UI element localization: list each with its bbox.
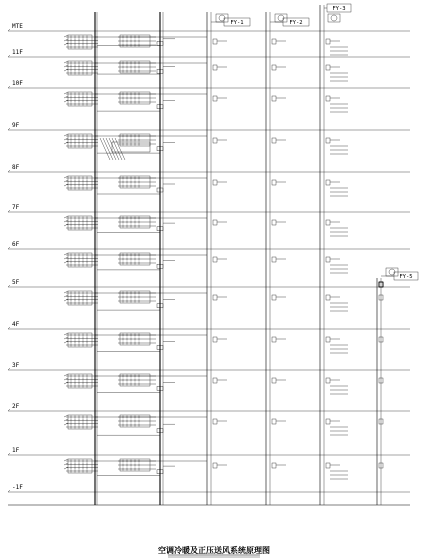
equipment-unit [66, 134, 98, 148]
equipment-unit [118, 176, 156, 188]
floor-tick [8, 453, 10, 455]
hatch-stub [64, 291, 68, 293]
hatch-stub [64, 261, 68, 263]
hatch-stub [64, 92, 68, 94]
floor-tick [8, 368, 10, 370]
damper-box [272, 39, 276, 44]
hatch-stub [64, 467, 68, 469]
hatch-stub [64, 65, 68, 67]
hatch-stub [64, 184, 68, 186]
floor-label: 6F [12, 241, 20, 248]
fan-symbol [331, 15, 337, 21]
hatch-stub [64, 415, 68, 417]
hatch-stub [64, 341, 68, 343]
hatch-stub [64, 419, 68, 421]
hatch-stub [64, 463, 68, 465]
floor-tick [8, 490, 10, 492]
damper-box [326, 96, 330, 101]
equipment-unit [66, 291, 98, 305]
hatch-stub [64, 337, 68, 339]
floor-label: 11F [12, 49, 23, 56]
damper-box [272, 295, 276, 300]
damper-box [272, 419, 276, 424]
hatch-stub [64, 257, 68, 259]
fan-hatch [109, 138, 119, 160]
hatch-stub [64, 253, 68, 255]
damper-box [213, 419, 217, 424]
equipment-unit [118, 134, 156, 146]
equipment-unit [118, 374, 156, 386]
equipment-unit [66, 61, 98, 75]
floor-tick [8, 327, 10, 329]
damper-box [326, 463, 330, 468]
damper-box [213, 138, 217, 143]
damper-box [213, 257, 217, 262]
fan-housing [328, 14, 340, 22]
equipment-unit [66, 176, 98, 190]
damper-box [326, 337, 330, 342]
floor-tick [8, 55, 10, 57]
floor-tick [8, 409, 10, 411]
floor-grid [8, 31, 413, 505]
damper-box [326, 180, 330, 185]
equipment-unit [118, 291, 156, 303]
damper-box [213, 96, 217, 101]
damper-box [272, 257, 276, 262]
floor-labels [8, 23, 23, 492]
equipment-unit [118, 61, 156, 73]
hatch-stub [64, 100, 68, 102]
equipment-unit [66, 35, 98, 49]
equipment-unit [118, 415, 156, 427]
damper-box [326, 220, 330, 225]
hatch-stub [64, 39, 68, 41]
floor-tick [8, 210, 10, 212]
equipment-unit [66, 459, 98, 473]
floor-label: 10F [12, 80, 23, 87]
hatch-stub [64, 333, 68, 335]
hatch-stub [64, 216, 68, 218]
damper-box [326, 138, 330, 143]
damper-box [213, 65, 217, 70]
tag-text: FY-2 [289, 20, 303, 26]
fan-hatch [112, 138, 122, 160]
riser-tags [211, 4, 418, 280]
drawing-title: 空调冷暖及正压送风系统原理图 [158, 546, 270, 555]
damper-box [272, 220, 276, 225]
damper-box [213, 220, 217, 225]
equipment-unit [118, 333, 156, 345]
tag-text: FY-5 [399, 274, 413, 280]
hatch-stub [64, 35, 68, 37]
floor-tick [8, 285, 10, 287]
damper-box [326, 295, 330, 300]
damper-box [272, 337, 276, 342]
equipment-unit [118, 253, 156, 265]
damper-box [272, 378, 276, 383]
floor-tick [8, 247, 10, 249]
equipment-unit [66, 415, 98, 429]
hatch-stub [64, 382, 68, 384]
equipment-unit [66, 374, 98, 388]
damper-box [213, 337, 217, 342]
floor-label: 9F [12, 122, 20, 129]
damper-box [272, 96, 276, 101]
hatch-stub [64, 295, 68, 297]
hatch-stub [64, 61, 68, 63]
floor-label: 3F [12, 362, 20, 369]
equipment-unit [66, 92, 98, 106]
hatch-stub [64, 142, 68, 144]
equipment-unit [118, 92, 156, 104]
floor-label: 4F [12, 321, 20, 328]
hatch-stub [64, 138, 68, 140]
hatch-stub [64, 43, 68, 45]
damper-box [326, 257, 330, 262]
floor-label: MTE [12, 23, 23, 30]
hatch-stub [64, 423, 68, 425]
floor-label: 8F [12, 164, 20, 171]
hatch-stub [64, 374, 68, 376]
floor-tick [8, 128, 10, 130]
floor-label: 5F [12, 279, 20, 286]
tag-text: FY-1 [230, 20, 244, 26]
hatch-stub [64, 180, 68, 182]
damper-box [213, 378, 217, 383]
damper-box [272, 65, 276, 70]
damper-box [272, 463, 276, 468]
hatch-stub [64, 96, 68, 98]
fan-hatch [100, 138, 110, 160]
hatch-stub [64, 220, 68, 222]
damper-box [213, 295, 217, 300]
fan-hatch [106, 138, 116, 160]
floor-tick [8, 29, 10, 31]
hatch-stub [64, 69, 68, 71]
damper-box [326, 419, 330, 424]
equipment-unit [66, 253, 98, 267]
damper-box [213, 180, 217, 185]
hatch-stub [64, 224, 68, 226]
hatch-stub [64, 299, 68, 301]
damper-box [272, 180, 276, 185]
hatch-stub [64, 378, 68, 380]
floor-tick [8, 170, 10, 172]
equipment-unit [118, 459, 156, 471]
damper-box [326, 65, 330, 70]
damper-box [272, 138, 276, 143]
damper-box [213, 39, 217, 44]
floor-label: -1F [12, 484, 23, 491]
damper-box [326, 378, 330, 383]
equipment-groups [64, 35, 383, 479]
floor-label: 1F [12, 447, 20, 454]
hatch-stub [64, 459, 68, 461]
equipment-unit [66, 216, 98, 230]
tag-text: FY-3 [332, 6, 346, 12]
fan-hatch [103, 138, 113, 160]
riser-tag-fy-3 [324, 4, 351, 12]
damper-box [213, 463, 217, 468]
floor-label: 2F [12, 403, 20, 410]
floor-label: 7F [12, 204, 20, 211]
damper-box [326, 39, 330, 44]
equipment-unit [66, 333, 98, 347]
hatch-stub [64, 176, 68, 178]
floor-tick [8, 86, 10, 88]
hatch-stub [64, 134, 68, 136]
equipment-unit [118, 216, 156, 228]
